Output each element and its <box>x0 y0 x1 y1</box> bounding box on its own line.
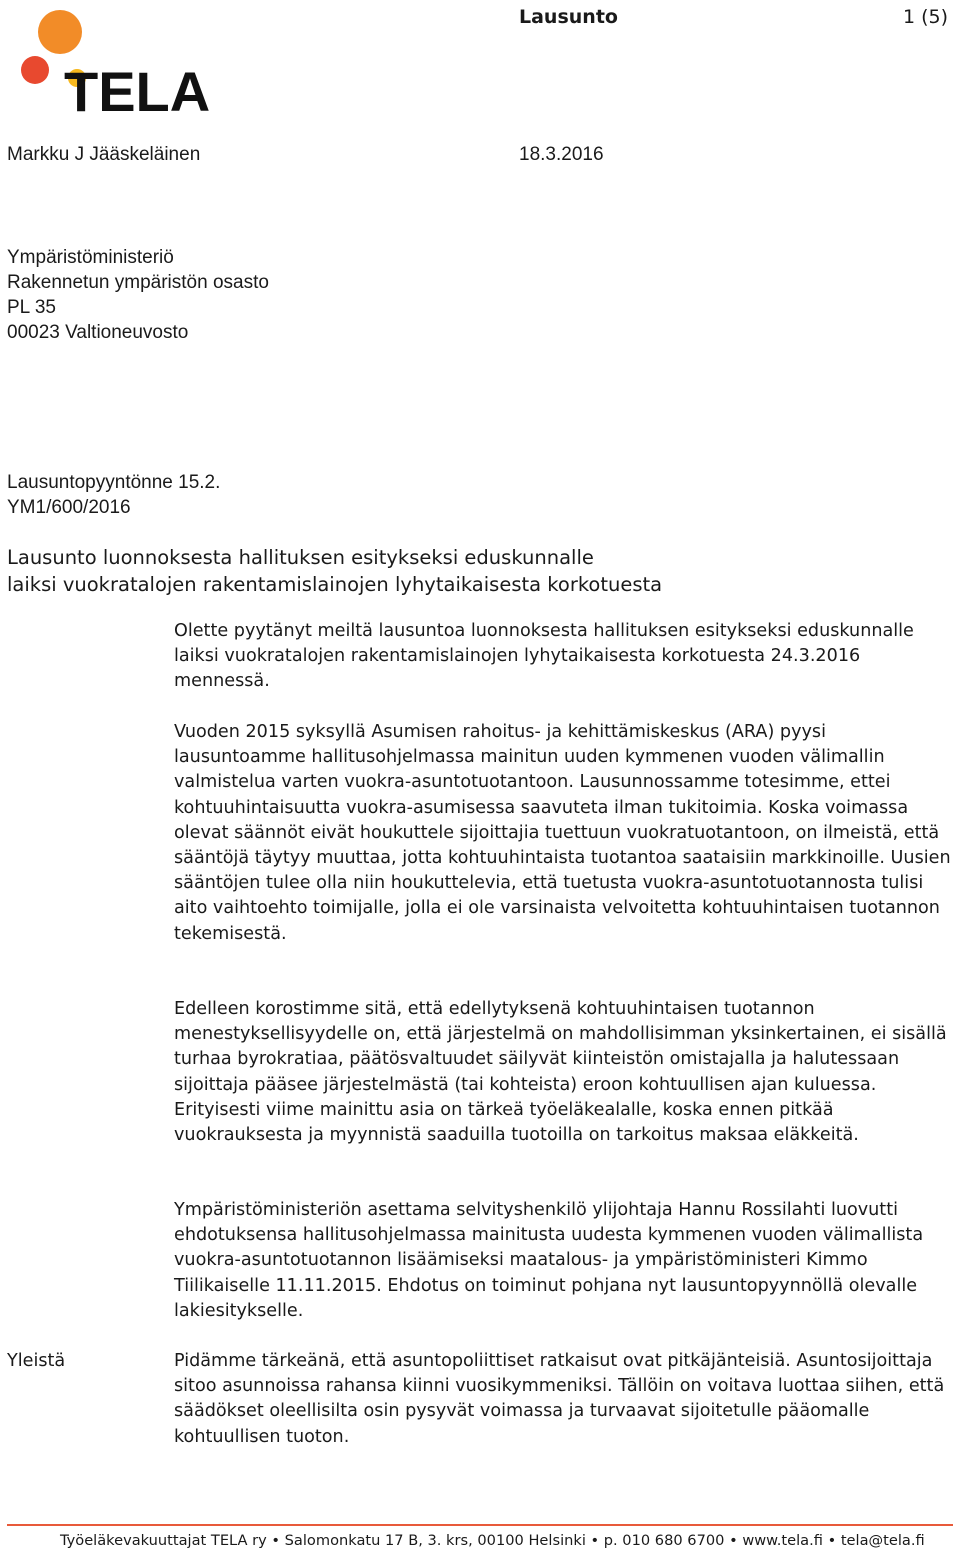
paragraph: Vuoden 2015 syksyllä Asumisen rahoitus- ja kehittämiskeskus (ARA) pyysi lausuntoamme hallitusohjelmassa mainitun uuden kymmenen vuoden välimallin valmistelua varten vuokra-asuntotuotantoon. Lausunnossamme totesimme, ettei kohtuuhintaisuutta vuokra-asumisessa saavuteta ilman tukitoimia. Koska voimassa olevat säännöt eivät houkuttele sijoittajia tuettuun vuokratuotantoon, on ilmeistä, että sääntöjä täytyy muuttaa, jotta kohtuuhintaista tuotantoa saataisiin markkinoille. Uusien sääntöjen tulee olla niin houkuttelevia, että tuetusta vuokra-asuntotuotannosta tulisi aito vaihtoehto toimijalle, jolla ei ole varsinaista velvoitetta kohtuuhintaisen tuotannon tekemisestä. <box>174 722 951 944</box>
footer-contact: Työeläkevakuuttajat TELA ry • Salomonkatu 17 B, 3. krs, 00100 Helsinki • p. 010 680 6700 • www.tela.fi • tela@tela.fi <box>60 1532 925 1549</box>
paragraph: Ympäristöministeriön asettama selvityshenkilö ylijohtaja Hannu Rossilahti luovutti ehdotuksensa hallitusohjelmassa mainitusta uudesta kymmenen vuoden välimallista vuokra-asuntotuotannon lisäämiseksi maatalous- ja ympäristöministeri Kimmo Tiilikaiselle 11.11.2015. Ehdotus on toiminut pohjana nyt lausuntopyynnöllä olevalle lakiesitykselle. <box>174 1200 924 1321</box>
author: Markku J Jääskeläinen <box>7 144 201 165</box>
recipient-address <box>7 245 269 345</box>
recipient-line: Rakennetun ympäristön osasto <box>7 272 269 293</box>
recipient-line: Ympäristöministeriö <box>7 247 174 268</box>
document-type: Lausunto <box>519 6 618 28</box>
logo-circle-medium <box>21 56 49 84</box>
reference <box>7 470 220 520</box>
subject-heading <box>7 544 662 598</box>
reference-line: YM1/600/2016 <box>7 497 131 518</box>
page-number: 1 (5) <box>903 6 949 28</box>
subject-line: laiksi vuokratalojen rakentamislainojen lyhytaikaisesta korkotuesta <box>7 573 663 596</box>
logo-wordmark: TELA <box>64 60 210 114</box>
paragraph: Pidämme tärkeänä, että asuntopoliittiset ratkaisut ovat pitkäjänteisiä. Asuntosijoittaja sitoo asunnoissa rahansa kiinni vuosikymmeniksi. Tällöin on voitava luottaa siihen, että säädökset oleellisilta osin pysyvät voimassa ja turvaavat sijoitetulle pääomalle kohtuullisen tuoton. <box>174 1351 945 1447</box>
recipient-line: 00023 Valtioneuvosto <box>7 322 189 343</box>
subject-line: Lausunto luonnoksesta hallituksen esitykseksi eduskunnalle <box>7 546 594 569</box>
footer-divider <box>7 1524 953 1526</box>
document-date: 18.3.2016 <box>519 144 604 165</box>
recipient-line: PL 35 <box>7 297 56 318</box>
paragraph: Olette pyytänyt meiltä lausuntoa luonnoksesta hallituksen esitykseksi eduskunnalle laiksi vuokratalojen rakentamislainojen lyhytaikaisesta korkotuesta 24.3.2016 mennessä. <box>174 621 914 692</box>
reference-line: Lausuntopyyntönne 15.2. <box>7 472 221 493</box>
tela-logo <box>10 8 210 114</box>
paragraph: Edelleen korostimme sitä, että edellytyksenä kohtuuhintaisen tuotannon menestyksellisyydelle on, että järjestelmä on mahdollisimman yksinkertainen, ei sisällä turhaa byrokratiaa, päätösvaltuudet säilyvät kiinteistön omistajalla ja halutessaan sijoittaja pääsee järjestelmästä (tai kohteista) eroon kohtuullisen ajan kuluessa. Erityisesti viime mainittu asia on tärkeä työeläkealalle, koska ennen pitkää vuokrauksesta ja myynnistä saaduilla tuotoilla on tarkoitus maksaa eläkkeitä. <box>174 999 947 1146</box>
logo-circle-large <box>38 10 82 54</box>
tela-logo-graphic <box>10 8 210 114</box>
section-heading: Yleistä <box>7 1351 66 1371</box>
